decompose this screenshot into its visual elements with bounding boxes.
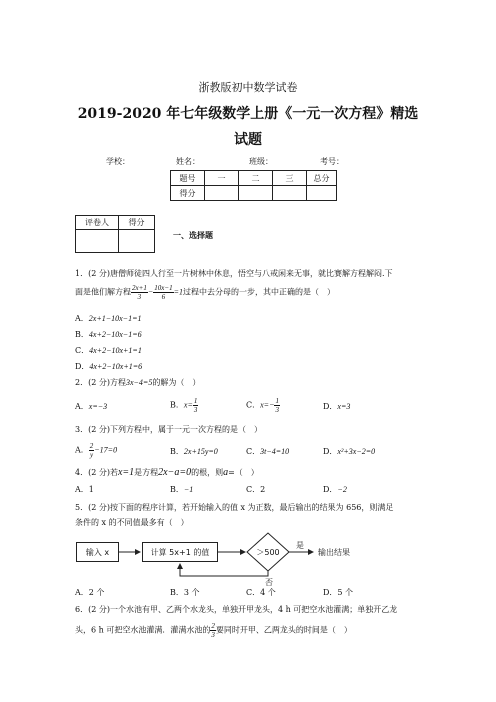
- option-text: x=3: [337, 402, 351, 411]
- exam-subtitle: 浙教版初中数学试卷: [198, 81, 298, 94]
- score-table-header-cell: 二: [239, 171, 273, 186]
- section-heading: 一、选择题: [173, 230, 213, 240]
- option-label: D．: [323, 402, 338, 411]
- text-segment: 头，6 h 可把空水池灌满．灌满水池的: [75, 625, 211, 635]
- option-c: [246, 587, 276, 598]
- option-b: [170, 587, 200, 598]
- question-5-stem: 5．(2 分)按下面的程序计算，若开始输入的值 x 为正数，最后输出的结果为 656，则满足: [75, 503, 394, 512]
- option-label: A．: [75, 485, 89, 494]
- exam-title: 2019-2020 年七年级数学上册《一元一次方程》精选: [77, 106, 419, 122]
- option-label: C．: [246, 485, 261, 494]
- option-label: D．: [323, 447, 338, 456]
- text-segment: 面是他们解方程: [75, 287, 131, 297]
- question-6-stem-line2: [75, 622, 352, 639]
- option-text: 3 个: [183, 588, 200, 597]
- grader-label-cell: 评卷人: [76, 216, 119, 230]
- flow-compute-box: 计算 5x+1 的值: [142, 542, 218, 562]
- school-label: 学校：: [106, 157, 130, 166]
- option-label: B．: [75, 330, 89, 339]
- option-label: B．: [170, 485, 184, 494]
- option-label: B．: [170, 400, 184, 410]
- option-label: D．: [75, 362, 90, 371]
- option-text: 5 个: [337, 588, 354, 597]
- score-table-header-cell: 三: [273, 171, 307, 186]
- fraction-numerator: 2: [211, 622, 215, 630]
- exam-title-line2: 试题: [234, 132, 262, 148]
- fraction-denominator: 3: [211, 631, 215, 639]
- fraction-numerator: 1: [275, 397, 279, 405]
- option-label: B．: [170, 447, 184, 456]
- fraction-denominator: 6: [161, 293, 166, 301]
- option-text: 2 个: [88, 588, 105, 597]
- name-label: 姓名：: [176, 157, 200, 166]
- flow-no-label: 否: [265, 578, 273, 587]
- option-label: A．: [75, 314, 89, 323]
- flow-yes-label: 是: [296, 541, 304, 550]
- flow-output-label: 输出结果: [318, 548, 350, 557]
- option-text: 4x+2−10x+1=6: [89, 362, 143, 371]
- text-segment: 2．(2 分)方程: [75, 378, 126, 387]
- option-label: A．: [75, 588, 89, 597]
- question-5-stem-line2: 条件的 x 的不同值最多有（ ）: [75, 518, 189, 527]
- math-expression: a: [223, 467, 229, 478]
- math-operator: −: [147, 287, 154, 297]
- option-text: x=−: [260, 400, 275, 410]
- flow-loop-arrow: [180, 564, 268, 576]
- option-label: C．: [246, 400, 261, 410]
- score-table-header-cell: 总分: [307, 171, 337, 186]
- option-label: C．: [75, 346, 90, 355]
- score-table-header-cell: 题号: [171, 171, 205, 186]
- flow-input-box: 输入 x: [76, 542, 119, 562]
- text-segment: 的根，则: [191, 468, 224, 477]
- option-text: −2: [337, 485, 347, 494]
- text-segment: 是方程: [134, 468, 159, 477]
- option-text: 4x+2−10x−1=6: [88, 330, 142, 339]
- fraction-denominator: y: [89, 451, 94, 459]
- question-1-stem: 1．(2 分)唐僧师徒四人行至一片树林中休息，悟空与八戒闲来无事，就比赛解方程解闷.下: [75, 269, 393, 278]
- option-text: 3t−4=10: [260, 447, 290, 456]
- text-segment: =（ ）: [228, 468, 259, 477]
- fraction-numerator: 2: [89, 442, 94, 450]
- text-segment: 要同时开甲、乙两龙头的时间是（ ）: [215, 625, 352, 635]
- class-label: 班级：: [249, 157, 273, 166]
- option-text: 1: [88, 485, 94, 494]
- option-text: −17=0: [94, 445, 118, 455]
- option-text: x²+3x−2=0: [337, 447, 376, 456]
- option-text: 2x+1−10x−1=1: [88, 314, 142, 323]
- text-segment: 的解为（ ）: [152, 378, 201, 387]
- option-text: 4x+2−10x+1=1: [89, 346, 142, 355]
- fraction-denominator: 3: [275, 406, 279, 414]
- fraction-numerator: 10x−1: [154, 284, 173, 292]
- exam-number-label: 考号：: [320, 157, 344, 166]
- math-expression: 2x−a=0: [158, 467, 192, 478]
- option-text: −1: [183, 485, 194, 494]
- option-label: C．: [246, 588, 261, 597]
- fraction-denominator: 3: [193, 406, 198, 414]
- option-text: 2: [260, 485, 266, 494]
- fraction-numerator: 2x+1: [132, 284, 147, 292]
- math-expression: x=1: [117, 467, 135, 478]
- option-label: A．: [75, 445, 89, 455]
- math-expression: 3x−4=5: [125, 378, 153, 387]
- option-label: C．: [246, 447, 261, 456]
- score-table-header-cell: 一: [205, 171, 239, 186]
- option-label: B．: [170, 588, 184, 597]
- option-d: [323, 587, 353, 598]
- fraction-denominator: 3: [137, 293, 142, 301]
- option-label: D．: [323, 588, 338, 597]
- option-a: [75, 587, 104, 598]
- flow-condition-label: ＞500: [256, 548, 280, 557]
- math-expression: =1: [173, 287, 183, 297]
- text-segment: 过程中去分母的一步，其中正确的是（ ）: [183, 287, 335, 297]
- option-text: 4 个: [260, 588, 276, 597]
- text-segment: 4．(2 分)若: [75, 468, 118, 477]
- question-6-stem: 6．(2 分)一个水池有甲、乙两个水龙头，单独开甲龙头，4 h 可把空水池灌满；单独开乙龙: [75, 605, 398, 614]
- grader-score-label-cell: 得分: [119, 216, 155, 230]
- fraction-numerator: 1: [193, 397, 198, 405]
- option-label: A．: [75, 402, 89, 411]
- option-label: D．: [323, 485, 338, 494]
- option-text: x=: [183, 400, 193, 410]
- option-text: x=−3: [88, 402, 108, 411]
- score-table-label-cell: 得分: [171, 186, 205, 201]
- option-text: 2x+15y=0: [183, 447, 218, 456]
- question-3-stem: 3．(2 分)下列方程中，属于一元一次方程的是（ ）: [75, 425, 262, 434]
